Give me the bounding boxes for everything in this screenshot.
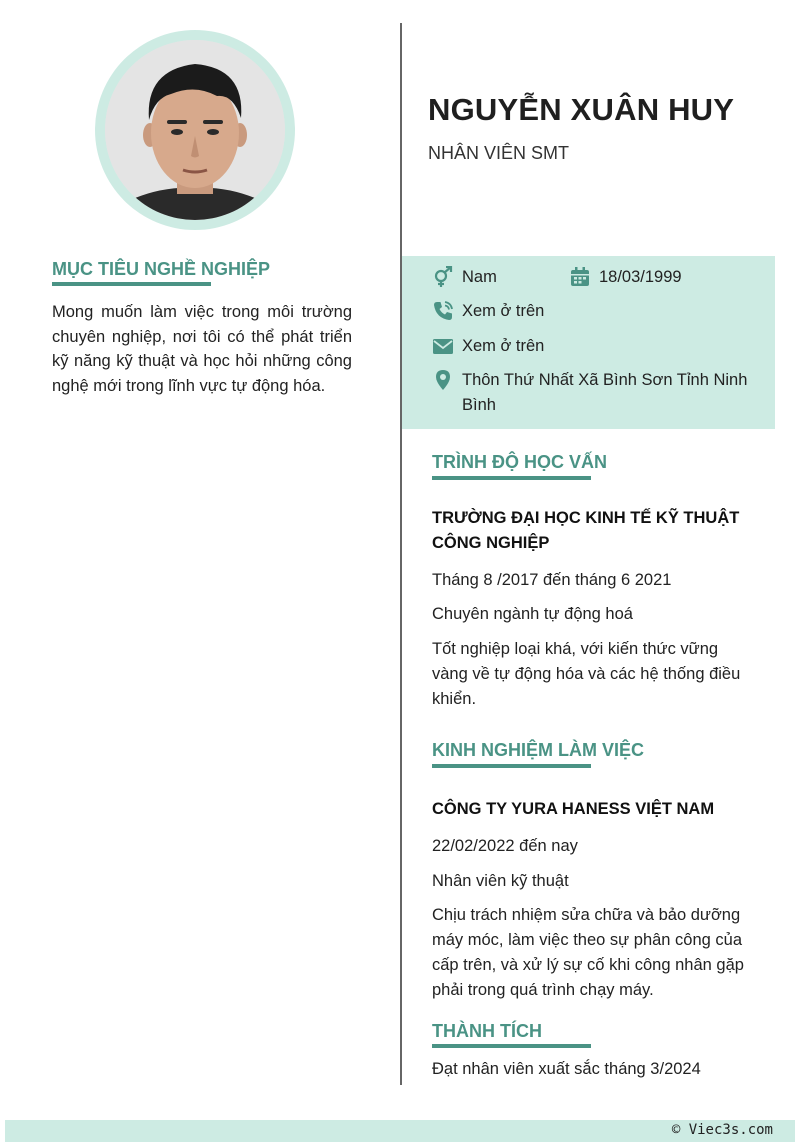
avatar: [105, 40, 285, 220]
email-icon: [432, 335, 454, 357]
objective-text: Mong muốn làm việc trong môi trường chuyên nghiệp, nơi tôi có thể phát triển kỹ năng kỹ thuật và học hỏi những công nghệ mới trong lĩnh vực tự động hóa.: [52, 303, 352, 396]
footer-bar: [5, 1120, 795, 1142]
education-period: Tháng 8 /2017 đến tháng 6 2021: [432, 571, 672, 589]
profile-photo: [105, 40, 285, 220]
footer-copyright[interactable]: © Viec3s.com: [671, 1122, 773, 1138]
experience-company: CÔNG TY YURA HANESS VIỆT NAM: [432, 800, 715, 818]
education-school: TRƯỜNG ĐẠI HỌC KINH TẾ KỸ THUẬT CÔNG NGHIỆP: [432, 509, 740, 552]
education-description: Tốt nghiệp loại khá, với kiến thức vững vàng về tự động hóa và các hệ thống điều khiển.: [432, 640, 741, 708]
experience-underline: [432, 764, 591, 768]
column-divider: [400, 23, 402, 1085]
experience-description: Chịu trách nhiệm sửa chữa và bảo dưỡng máy móc, làm việc theo sự phân công của cấp trên, và xử lý sự cố khi công nhân gặp phải trong quá trình chạy máy.: [432, 906, 744, 999]
candidate-name: NGUYỄN XUÂN HUY: [428, 92, 735, 127]
gender-icon: [432, 266, 454, 288]
location-icon: [432, 369, 454, 391]
address-value: Thôn Thứ Nhất Xã Bình Sơn Tỉnh Ninh Bình: [462, 371, 748, 414]
calendar-icon: [569, 266, 591, 288]
experience-position: Nhân viên kỹ thuật: [432, 872, 569, 890]
job-title: NHÂN VIÊN SMT: [428, 143, 570, 163]
experience-period: 22/02/2022 đến nay: [432, 837, 578, 855]
phone-value: Xem ở trên: [462, 302, 545, 320]
gender-value: Nam: [462, 268, 497, 286]
contact-panel: [402, 256, 775, 429]
education-major: Chuyên ngành tự động hoá: [432, 605, 633, 623]
education-underline: [432, 476, 591, 480]
experience-heading: KINH NGHIỆM LÀM VIỆC: [432, 740, 645, 760]
email-value: Xem ở trên: [462, 337, 545, 355]
achievements-heading: THÀNH TÍCH: [432, 1021, 542, 1041]
achievements-underline: [432, 1044, 591, 1048]
phone-icon: [432, 300, 454, 322]
achievement-item: Đạt nhân viên xuất sắc tháng 3/2024: [432, 1060, 701, 1078]
education-heading: TRÌNH ĐỘ HỌC VẤN: [432, 452, 607, 472]
birthday-value: 18/03/1999: [599, 268, 682, 286]
objective-heading: MỤC TIÊU NGHỀ NGHIỆP: [52, 259, 271, 279]
objective-underline: [52, 282, 211, 286]
